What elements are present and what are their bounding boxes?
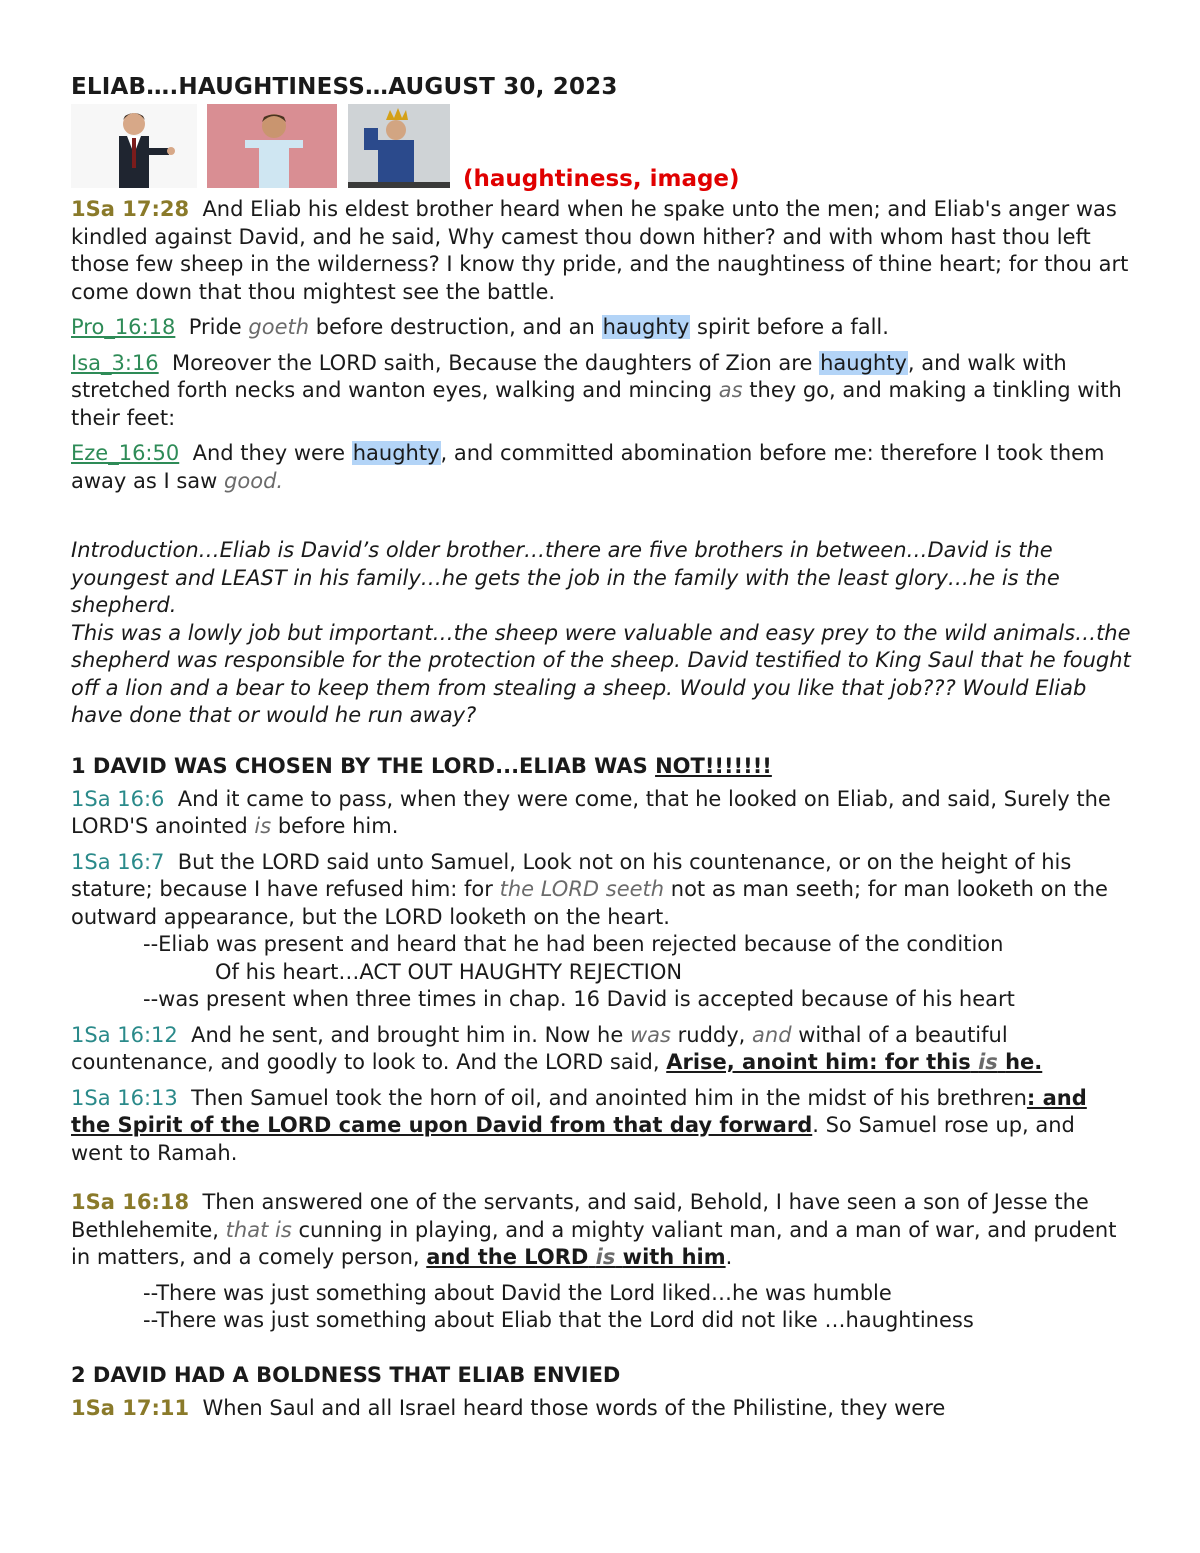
verse-text: spirit before a fall. [697,315,889,339]
image-caption: (haughtiness, image) [463,166,740,192]
verse-italic: is [978,1050,998,1074]
note-line: --There was just something about Eliab that the Lord did not like …haughtiness [143,1308,974,1332]
verse-text: cunning in playing, and a mighty valiant man, and a man of war, and prudent in matters, and a comely person, [71,1217,1117,1269]
verse-text: withal of a beautiful countenance, and goodly to look to. And the LORD said, [71,1022,1008,1074]
verse-reference[interactable]: 1Sa 16:18 [71,1190,190,1214]
verse-text: before him. [277,814,399,838]
image-row [71,104,1131,190]
verse-italic: the LORD seeth [499,877,665,901]
verse-isa-3-16 [71,350,1131,433]
verse-link[interactable]: Isa_3:16 [71,350,159,375]
verse-text: And Eliab his eldest brother heard when he spake unto the men; and Eliab's anger was kindled against David, and he said, Why camest thou down hither? and with whom hast thou left those few sheep in the wilderness? I know thy pride, and the naughtiness of thine heart; for thou art come down that thou mightest see the battle. [71,197,1129,304]
verse-1sa-17-11 [71,1395,1131,1423]
verse-reference[interactable]: 1Sa 16:12 [71,1022,178,1047]
image-man-with-crown [348,104,450,188]
verse-text: Pride [188,315,242,339]
verse-text: But the LORD said unto Samuel, Look not on his countenance, or on the height of his stature; because I have refused him: for [71,849,1072,901]
verse-text: . [725,1245,733,1269]
section-2-heading: 2 DAVID HAD A BOLDNESS THAT ELIAB ENVIED [71,1362,621,1387]
heading-underlined: NOT!!!!!!! [655,753,772,778]
verse-italic: and [752,1022,792,1047]
verse-reference[interactable]: 1Sa 17:11 [71,1395,190,1420]
verse-text: before destruction, and an [315,315,595,339]
verse-link[interactable]: Eze_16:50 [71,441,180,465]
highlighted-word: haughty [352,441,440,465]
verse-italic: was [629,1022,671,1047]
verse-text: When Saul and all Israel heard those words of the Philistine, they were [202,1395,946,1420]
verse-pro-16-18 [71,314,1131,342]
section-1-heading [71,752,1131,780]
highlighted-word: haughty [820,350,907,375]
verse-text: , and committed abomination before me: therefore I took them away as I saw [71,441,1105,493]
verse-eze-16-50 [71,440,1131,495]
verse-reference[interactable]: 1Sa 16:7 [71,849,165,874]
page-title: ELIAB….HAUGHTINESS…AUGUST 30, 2023 [71,74,618,100]
note-line: --There was just something about David the Lord liked…he was humble [143,1280,892,1305]
image-man-pink-wall [207,104,337,188]
note-line: --was present when three times in chap. 16 David is accepted because of his heart [143,987,1015,1011]
heading-text: 1 DAVID WAS CHOSEN BY THE LORD...ELIAB WAS [71,753,656,778]
document-page [71,72,1131,1430]
verse-text: . So Samuel rose up, and went to Ramah. [71,1113,1075,1165]
highlighted-word: haughty [602,315,690,339]
verse-link[interactable]: Pro_16:18 [71,315,176,339]
verse-1sa-16-6 [71,786,1131,841]
introduction [71,537,1131,730]
emphasis-phrase: : and the Spirit of the LORD came upon David from that day forward [71,1085,1087,1137]
verse-text: , and walk with stretched forth necks and wanton eyes, walking and mincing [71,350,1067,402]
verse-1sa-17-28 [71,196,1131,306]
verse-text: Then Samuel took the horn of oil, and anointed him in the midst of his brethren [191,1085,1027,1110]
verse-italic: is [254,814,272,838]
verse-italic: as [718,378,743,402]
verse-reference[interactable]: 1Sa 16:13 [71,1085,178,1110]
emphasis-phrase [426,1245,725,1269]
verse-1sa-16-18 [71,1189,1131,1272]
verse-1sa-16-13 [71,1085,1131,1168]
verse-reference[interactable]: 1Sa 16:6 [71,786,165,811]
verse-text: And it came to pass, when they were come, that he looked on Eliab, and said, Surely the LORD'S anointed [71,786,1111,838]
verse-italic: is [595,1245,616,1269]
verse-1sa-16-12 [71,1022,1131,1077]
verse-text: Then answered one of the servants, and said, Behold, I have seen a son of Jesse the Bethlehemite, [71,1190,1089,1242]
note-line: --Eliab was present and heard that he had been rejected because of the condition [143,932,1004,956]
verse-text: Moreover the LORD saith, Because the daughters of Zion are [172,350,813,375]
verse-italic: that is [225,1217,292,1242]
verse-text: And he sent, and brought him in. Now he [191,1022,624,1047]
note-line: Of his heart…ACT OUT HAUGHTY REJECTION [215,959,683,984]
emphasis-text: Arise, anoint him: for this [666,1050,971,1074]
verse-italic: goeth [248,315,310,339]
verse-italic: good. [224,468,284,493]
verse-text: ruddy, [677,1022,746,1047]
emphasis-text: and the LORD [426,1245,589,1269]
verse-1sa-16-7 [71,849,1131,932]
verse-text: And they were [192,441,346,465]
intro-paragraph-2: This was a lowly job but important…the sheep were valuable and easy prey to the wild animals…the shepherd was responsible for the protection of the sheep. David testified to King Saul that he fought off a lion and a bear to keep them from stealing a sheep. Would you like that job??? Would Eliab have done that or would he run away? [71,620,1131,727]
emphasis-phrase [666,1050,1042,1074]
verse-text: not as man seeth; for man looketh on the outward appearance, but the LORD looketh on the heart. [71,877,1108,929]
intro-paragraph-1: Introduction…Eliab is David’s older brother…there are five brothers in between…David is the youngest and LEAST in his family…he gets the job in the family with the least glory…he is the shepherd. [71,538,1060,617]
emphasis-text: with him [622,1245,726,1269]
emphasis-text: he. [1005,1050,1043,1074]
image-man-in-suit [71,104,197,188]
verse-text: they go, and making a tinkling with their feet: [71,378,1122,430]
verse-reference[interactable]: 1Sa 17:28 [71,197,190,221]
